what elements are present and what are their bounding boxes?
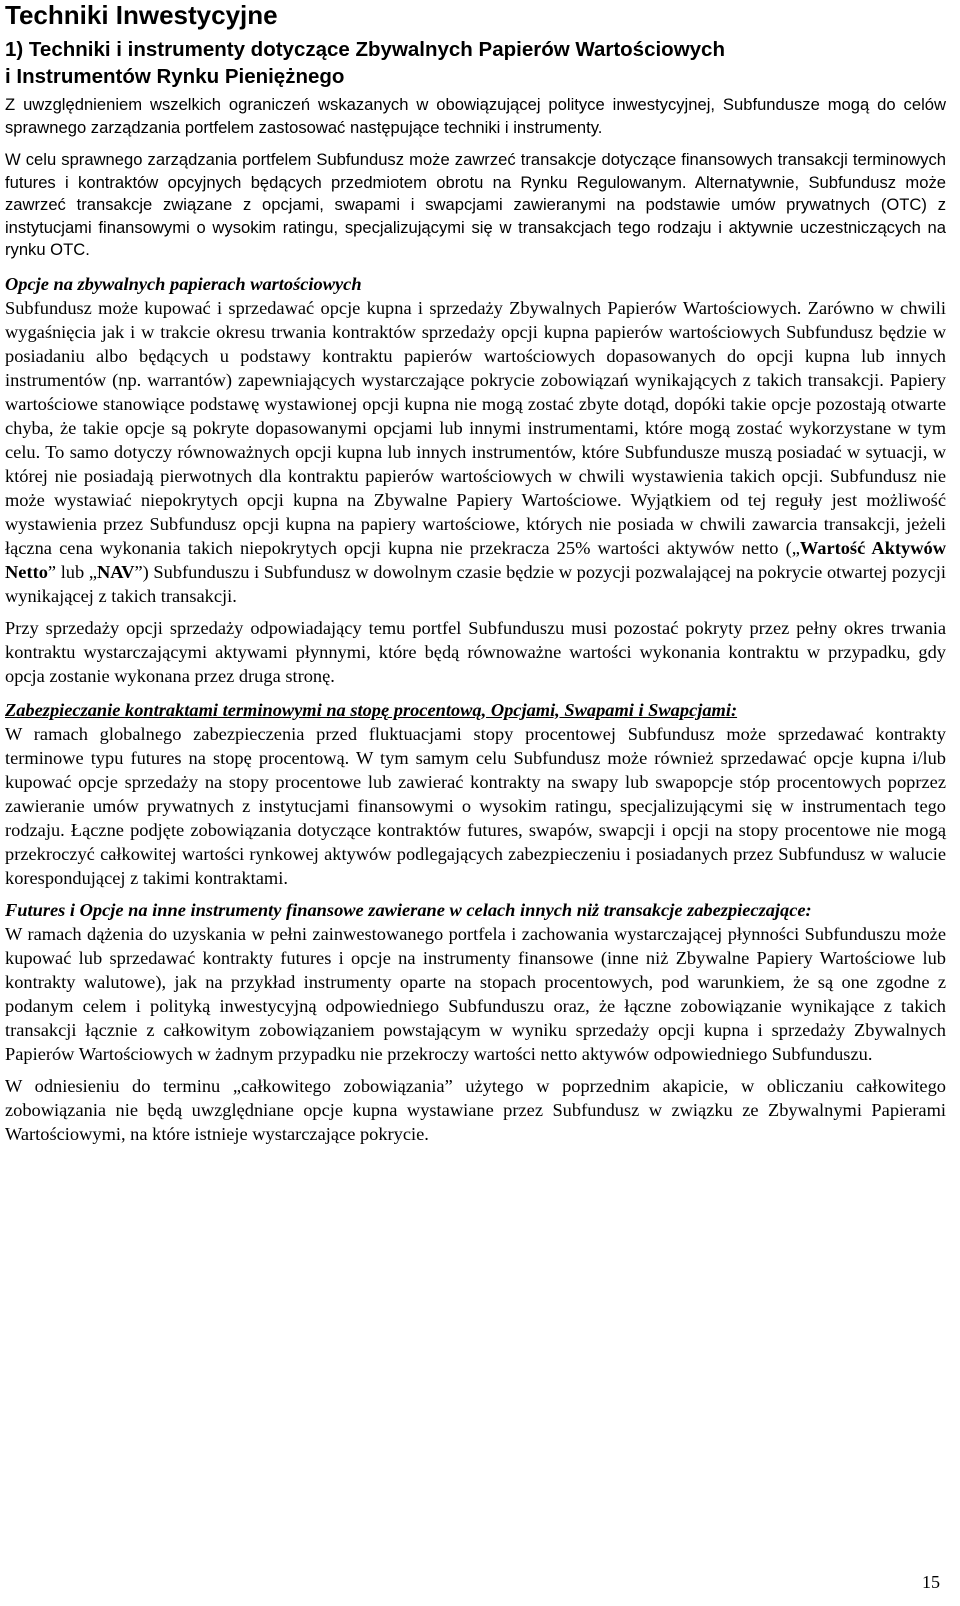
section-heading (5, 36, 946, 90)
options-paragraph (5, 296, 946, 608)
hedging-section (5, 698, 946, 890)
section-heading-line-1: 1) Techniki i instrumenty dotyczące Zbywalnych Papierów Wartościowych (5, 38, 725, 61)
options-text-before-term: Subfundusz może kupować i sprzedawać opcje kupna i sprzedaży Zbywalnych Papierów Wartościowych. Zarówno w chwili wygaśnięcia jak i w trakcie okresu trwania kontraktów sprzedaży opcji kupna papierów wartościowych Subfundusz będzie w posiadaniu albo będących u podstawy kontraktu papierów wartościowych dopasowanych do opcji kupna lub innych instrumentów (np. warrantów) zapewniających wystarczające pokrycie zobowiązań wynikających z takich transakcji. Papiery wartościowe stanowiące podstawę wystawionej opcji kupna nie mogą zostać zbyte dotąd, dopóki takie opcje pozostają otwarte chyba, że takie opcje są pokryte dopasowanymi opcjami lub innymi instrumentami, które mogą zostać wykorzystane w tym celu. To samo dotyczy równoważnych opcji kupna lub innych instrumentów, które Subfundusze muszą posiadać w sytuacji, w której nie posiadają pierwotnych dla kontraktu papierów wartościowych w chwili wystawienia takich opcji. Subfundusz nie może wystawiać niepokrytych opcji kupna na Zbywalne Papiery Wartościowe. Wyjątkiem od tej reguły jest możliwość wystawienia przez Subfundusz opcji kupna na papiery wartościowe, których nie posiada w chwili zawarcia transakcji, jeżeli łączna cena wykonania takich niepokrytych opcji kupna nie przekracza 25% wartości aktywów netto („ (5, 297, 946, 558)
sale-paragraph: Przy sprzedaży opcji sprzedaży odpowiadający temu portfel Subfunduszu musi pozostać pokryty przez pełny okres trwania kontraktu wystarczającymi aktywami płynnymi, które będą równoważne wartości wykonania kontraktu w przypadku, gdy opcja zostanie wykonana przez druga stronę. (5, 617, 946, 686)
final-paragraph: W odniesieniu do terminu „całkowitego zobowiązania” użytego w poprzednim akapicie, w obliczaniu całkowitego zobowiązania nie będą uwzględniane opcje kupna wystawiane przez Subfundusz w związku ze Zbywalnymi Papierami Wartościowymi, na które istnieje wystarczające pokrycie. (5, 1075, 946, 1144)
futures-paragraph: W ramach dążenia do uzyskania w pełni zainwestowanego portfela i zachowania wystarczającej płynności Subfunduszu może kupować lub sprzedawać kontrakty futures i opcje na instrumenty finansowe (inne niż Zbywalne Papiery Wartościowe lub kontrakty walutowe), jak na przykład instrumenty oparte na stopach procentowych, pod warunkiem, że są one zgodne z podanym celem i polityką inwestycyjną odpowiedniego Subfunduszu oraz, że łączne zobowiązanie wynikające z takich transakcji łącznie z całkowitym zobowiązaniem powstającym w wyniku sprzedaży opcji kupna i sprzedaży Zbywalnych Papierów Wartościowych w żadnym przypadku nie przekroczy wartości netto aktywów odpowiedniego Subfunduszu. (5, 923, 946, 1064)
intro-paragraph: Z uwzględnieniem wszelkich ograniczeń wskazanych w obowiązującej polityce inwestycyjnej, Subfundusze mogą do celów sprawnego zarządzania portfelem zastosować następujące techniki i instrumenty. (5, 95, 946, 137)
options-heading: Opcje na zbywalnych papierach wartościowych (5, 273, 362, 294)
term-net-asset-value: Wartość Aktywów Netto (5, 537, 946, 582)
term-nav: NAV (97, 561, 135, 582)
document-title: Techniki Inwestycyjne (5, 0, 278, 30)
hedging-heading: Zabezpieczanie kontraktami terminowymi na stopę procentową, Opcjami, Swapami i Swapcjami: (5, 699, 738, 720)
paragraph-transactions: W celu sprawnego zarządzania portfelem Subfundusz może zawrzeć transakcje dotyczące finansowych transakcji terminowych futures i kontraktów opcyjnych będących przedmiotem obrotu na Rynku Regulowanym. Alternatywnie, Subfundusz może zawrzeć transakcje związane z opcjami, swapami i swapcjami zawieranymi na podstawie umów prywatnych (OTC) z instytucjami finansowymi o wysokim ratingu, specjalizującymi się w transakcjach tego rodzaju i aktywnie uczestniczących na rynku OTC. (5, 150, 946, 259)
page-number: 15 (922, 1572, 940, 1592)
options-text-between-terms: ” lub „ (47, 561, 97, 582)
futures-heading: Futures i Opcje na inne instrumenty finansowe zawierane w celach innych niż transakcje zabezpieczające: (5, 899, 812, 920)
hedging-paragraph: W ramach globalnego zabezpieczenia przed fluktuacjami stopy procentowej Subfundusz może sprzedawać kontrakty terminowe typu futures na stopę procentową. W tym samym celu Subfundusz może również sprzedawać opcje kupna i/lub kupować opcje sprzedaży na stopy procentowe lub zawierać kontrakty na swapy lub swapopcje stóp procentowych poprzez zawieranie umów prywatnych z instytucjami finansowymi o wysokim ratingu, specjalizującymi się w instrumentach tego rodzaju. Łączne podjęte zobowiązania dotyczące kontraktów futures, swapów, swapcji i opcji na stopy procentowe nie mogą przekroczyć całkowitej wartości rynkowej aktywów podlegających zabezpieczeniu i posiadanych przez Subfundusz w walucie korespondującej z takimi kontraktami. (5, 723, 946, 888)
section-heading-line-2: i Instrumentów Rynku Pieniężnego (5, 65, 345, 88)
futures-section (5, 898, 946, 1066)
options-text-after-term: ”) Subfunduszu i Subfundusz w dowolnym czasie będzie w pozycji pozwalającej na pokrycie otwartej pozycji wynikającej z takich transakcji. (5, 561, 946, 606)
options-section (5, 272, 946, 608)
